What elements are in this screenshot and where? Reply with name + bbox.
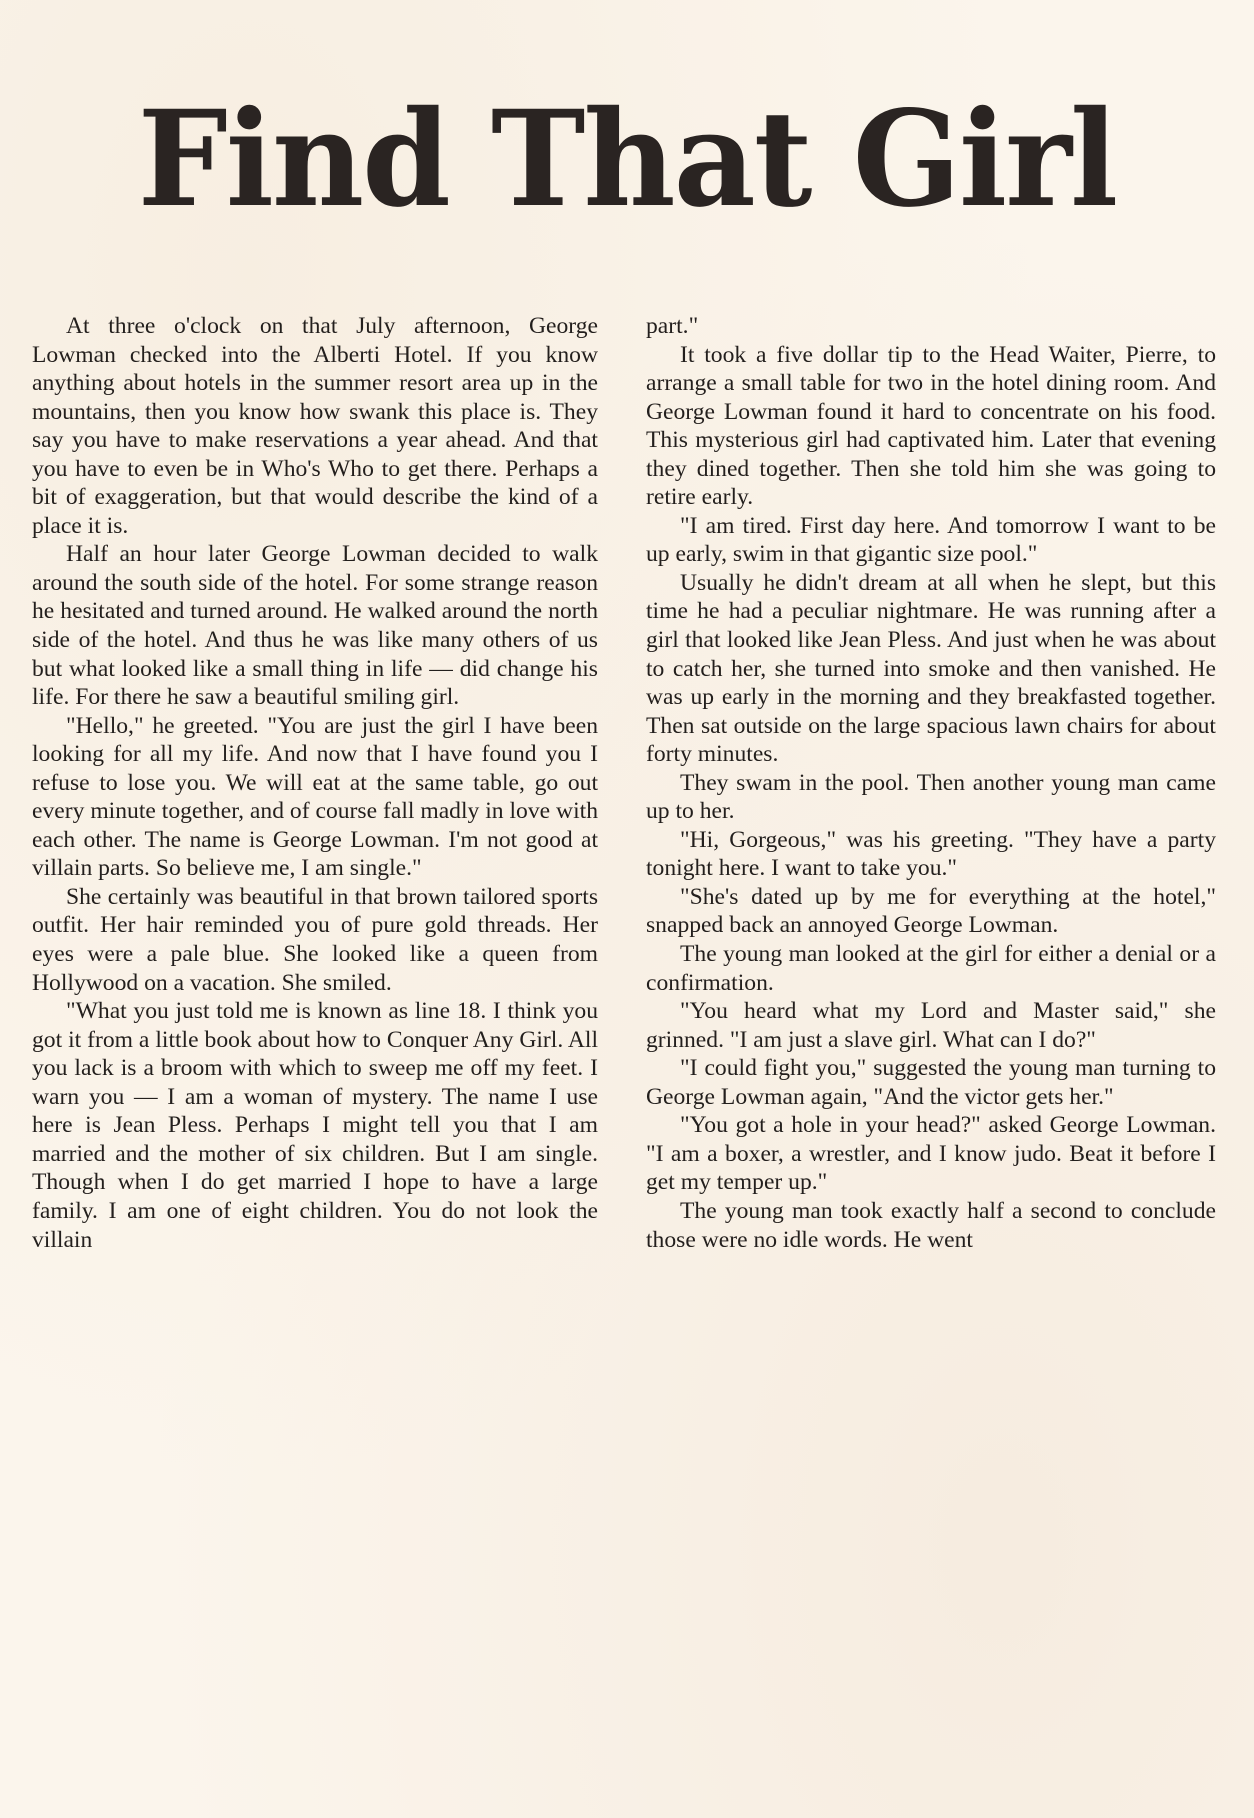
paragraph: "She's dated up by me for everything at the hotel," snapped back an annoyed George Lowman. [646, 883, 1216, 939]
paragraph: The young man looked at the girl for either a denial or a confirmation. [646, 941, 1216, 996]
paragraph: Usually he didn't dream at all when he slept, but this time he had a peculiar nightmare. He was running after a girl that looked like Jean Pless. And just when he was about to catch her, she turned into smoke and then vanished. He was up early in the morning and they breakfasted together. Then sat outside on the large spacious lawn chairs for about forty minutes. [646, 569, 1216, 768]
right-column [646, 312, 1216, 1254]
left-column [32, 312, 598, 1254]
paragraph: At three o'clock on that July afternoon, George Lowman checked into the Alberti Hotel. If you know anything about hotels in the summer resort area up in the mountains, then you know how swank this place is. They say you have to make reservations a year ahead. And that you have to even be in Who's Who to get there. Perhaps a bit of exaggeration, but that would describe the kind of a place it is. [32, 313, 598, 539]
paragraph: The young man took exactly half a second to conclude those were no idle words. He went [646, 1197, 1216, 1253]
paragraph: "I am tired. First day here. And tomorrow I want to be up early, swim in that gigantic size pool." [646, 512, 1216, 568]
paragraph: "What you just told me is known as line 18. I think you got it from a little book about how to Conquer Any Girl. All you lack is a broom with which to sweep me off my feet. I warn you — I am a woman of mystery. The name I use here is Jean Pless. Perhaps I might tell you that I am married and the mother of six children. But I am single. Though when I do get married I hope to have a large family. I am one of eight children. You do not look the villain [32, 998, 598, 1253]
paragraph: Half an hour later George Lowman decided to walk around the south side of the hotel. For some strange reason he hesitated and turned around. He walked around the north side of the hotel. And thus he was like many others of us but what looked like a small thing in life — did change his life. For there he saw a beautiful smiling girl. [32, 541, 598, 711]
paragraph: "Hi, Gorgeous," was his greeting. "They have a party tonight here. I want to take you." [646, 826, 1216, 882]
paragraph: She certainly was beautiful in that brown tailored sports outfit. Her hair reminded you of pure gold threads. Her eyes were a pale blue. She looked like a queen from Hollywood on a vacation. She smiled. [32, 883, 598, 996]
paragraph: They swam in the pool. Then another young man came up to her. [646, 769, 1216, 825]
paragraph: "You heard what my Lord and Master said," she grinned. "I am just a slave girl. What can I do?" [646, 998, 1216, 1053]
paragraph: "You got a hole in your head?" asked George Lowman. "I am a boxer, a wrestler, and I know judo. Beat it before I get my temper up." [646, 1112, 1216, 1196]
paragraph: "I could fight you," suggested the young man turning to George Lowman again, "And the victor gets her." [646, 1055, 1216, 1110]
paragraph-continuation: part." [646, 313, 699, 339]
paragraph: It took a five dollar tip to the Head Waiter, Pierre, to arrange a small table for two in the hotel dining room. And George Lowman found it hard to concentrate on his food. This mysterious girl had captivated him. Later that evening they dined together. Then she told him she was going to retire early. [646, 341, 1216, 511]
paragraph: "Hello," he greeted. "You are just the girl I have been looking for all my life. And now that I have found you I refuse to lose you. We will eat at the same table, go out every minute together, and of course fall madly in love with each other. The name is George Lowman. I'm not good at villain parts. So believe me, I am single." [32, 712, 598, 882]
story-title: Find That Girl [137, 82, 1117, 237]
